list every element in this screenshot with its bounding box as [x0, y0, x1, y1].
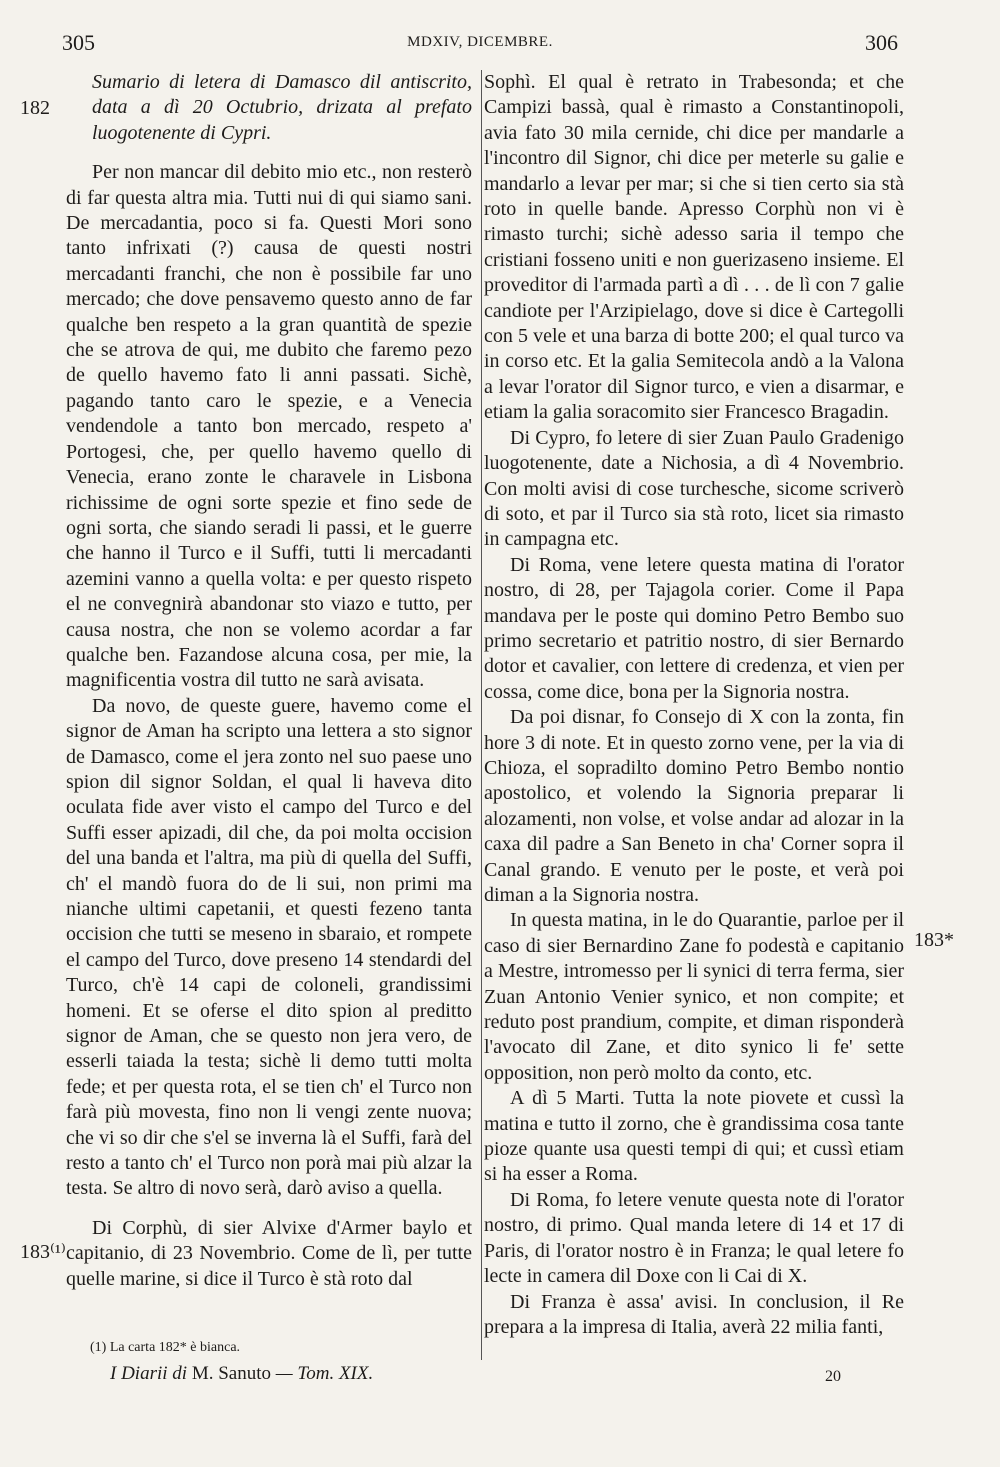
- paragraph: Di Franza è assa' avisi. In conclusion, il Re prepara a la impresa di Italia, averà 22 milia fanti,: [484, 1290, 904, 1338]
- paragraph: Da poi disnar, fo Consejo di X con la zonta, fin hore 3 di note. Et in questo zorno vene, per la via di Chioza, el sopradilto domino Petro Bembo nontio apostolico, et volendo la Signoria preparar li alozamenti, non volse, et volse andar ad alozar in la caxa dil padre a San Beneto in cha' Corner sopra il Canal grando. E venuto per le poste, et verà poi diman a la Signoria nostra.: [484, 706, 904, 906]
- running-header: [62, 30, 898, 60]
- page-number-left: 305: [62, 30, 95, 55]
- paragraph: Di Roma, fo letere venute questa note di l'orator nostro, di primo. Qual manda letere di 14 et 17 di Paris, di l'orator nostro è in Franza; le qual letere fo lecte in camera dil Doxe con li Cai di X.: [484, 1188, 904, 1288]
- paragraph: A dì 5 Marti. Tutta la note piovete et cussì la matina e tutto il zorno, che è grandissima cosa tante pioze quante usa questi tempi di qui; et cussì etiam si ha esser a Roma.: [484, 1087, 904, 1186]
- left-column: [66, 70, 472, 1292]
- paragraph: In questa matina, in le do Quarantie, parloe per il caso di sier Bernardino Zane fo podestà e capitanio a Mestre, intromesso per li synici di terra ferma, sier Zuan Antonio Venier synico, et non compite; et reduto post prandium, compite, et diman risponderà l'avocato dil Zane, et dito synico li fe' sette opposition, non però molto da conto, etc.: [484, 909, 904, 1084]
- margin-folio-183-right: 183*: [914, 929, 954, 951]
- footer-prefix: I Diarii di: [110, 1363, 192, 1384]
- paragraph: Di Cypro, fo letere di sier Zuan Paulo Gradenigo luogotenente, date a Nichosia, a dì 4 Novembrio. Con molti avisi di cose turchesche, sicome scriverò di soto, et par il Turco sia stà roto, licet sia rimasto in campagna etc.: [484, 426, 904, 551]
- paragraph: Di Roma, vene letere questa matina di l'orator nostro, di 28, per Tajagola corier. Come il Papa mandava per le poste qui domino Petro Bembo suo primo secretario et patritio nostro, di sier Bernardo dotor et cavalier, con lettere di credenza, et vien per cossa, come dice, bona per la Signoria nostra.: [484, 553, 904, 703]
- paragraph: Sophì. El qual è retrato in Trabesonda; et che Campizi bassà, qual è rimasto a Constantinopoli, avia fato 30 mila cernide, chi dice per mandarle a l'incontro dil Signor, chi dice per meterle su galie e mandarlo a levar per mar; si che si tien certo sia stà roto in quelle bande. Apresso Corphù non vi è rimasto turchi; sichè adesso saria il tempo che cristiani fosseno uniti e non guerizaseno insieme. El proveditor di l'armada partì a dì . . . de lì con 7 galie candiote per l'Arzipielago, dove si dice è Cartegolli con 5 vele et una barza di botte 200; el qual turco va in corso etc. Et la galia Semitecola andò a la Valona a levar l'orator dil Signor turco, e vien a disarmar, e etiam la galia soracomito sier Francesco Bragadin.: [484, 71, 904, 424]
- paragraph: Di Corphù, di sier Alvixe d'Armer baylo et capitanio, di 23 Novembrio. Come de lì, per tutte quelle marine, si dice il Turco è stà roto dal: [66, 1216, 472, 1290]
- signature-number: 20: [825, 1368, 841, 1385]
- margin-folio-183-left: 183⁽¹⁾: [20, 1241, 66, 1263]
- summary-heading: Sumario di letera di Damasco dil antiscrito, data a dì 20 Octubrio, drizata al prefato luogotenente di Cypri.: [92, 71, 472, 144]
- footer-author: M. Sanuto: [191, 1363, 271, 1384]
- page-number-right: 306: [865, 30, 898, 55]
- paragraph: Per non mancar dil debito mio etc., non resterò di far questa altra mia. Tutti nui di qui siamo sani. De mercadantia, poco si fa. Questi Mori sono tanto infrixati (?) causa de questi nostri mercadanti franchi, che non è possibile far uno mercado; che dove pensavemo questo anno de far qualche ben respeto a la gran quantità de spezie che se atrova de qui, me dubito che faremo pezo de quello havemo fato li anni passati. Sichè, pagando tanto caro le spezie, e a Venecia vendendole a tanto bon mercado, respeto a' Portogesi, che, per quello havemo quello di Venecia, erano zonte le charavele in Lisbona richissime de ogni sorte spezie et fino sede de ogni sorta, che siando seradi li passi, et le guerre che hanno il Turco e il Suffi, tutti li mercadanti azemini vanno a quella volta: e per questo rispeto el ne convegnirà abandonar sto viazo e tutto, per causa nostra, che non se volemo acordar a far qualche ben. Fazandose alcuna cosa, per mie, la magnificentia vostra dil tutto ne sarà avisata.: [66, 161, 472, 692]
- column-divider: [481, 70, 482, 1360]
- footnote: (1) La carta 182* è bianca.: [90, 1340, 241, 1355]
- right-column: [484, 70, 904, 1340]
- margin-folio-182: 182: [20, 97, 50, 119]
- running-title: MDXIV, DICEMBRE.: [407, 34, 553, 50]
- paragraph: Da novo, de queste guere, havemo come el signor de Aman ha scripto una lettera a sto signor de Damasco, come el jera zonto nel suo paese uno spion dil signor Soldan, el qual li haveva dito oculata fide aver visto el campo del Turco e del Suffi esser apizadi, dil che, da poi molta occision del una banda et l'altra, ma più di quella del Suffi, ch' el mandò fuora do de li sui, non primi ma nianche ultimi capetanii, et questi fezeno tanta occision che tutti se meseno in sbaraio, et rompete el campo del Turco, dove preseno 14 stendardi del Turco, ch'è 14 capi de coloneli, grandissimi homeni. Et se oferse el dito spion al preditto signor de Aman, che se questo non jera vero, de esserli taiada la testa; sichè li demo tutti molta fede; et per questa rota, el se tien ch' el Turco non farà più movesta, fino non li vengi zente nuova; che vi so dir che s'el se inverna là el Suffi, farà del resto a tanto ch' el Turco non porà mai più alzar la testa. Se altro di novo serà, darò aviso a quella.: [66, 694, 472, 1200]
- book-footer: [110, 1363, 373, 1385]
- footer-volume: — Tom. XIX.: [271, 1363, 374, 1384]
